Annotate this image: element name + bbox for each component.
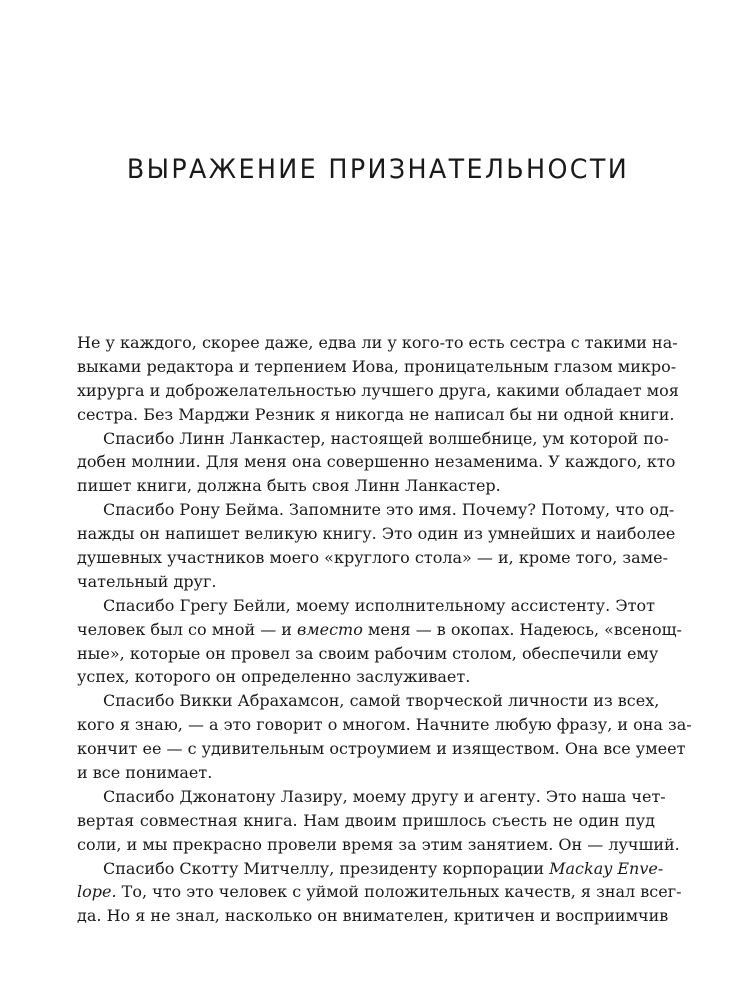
text-fragment: То, что это человек с уймой положительных качеств, я знал всег- xyxy=(121,882,682,902)
text-line: чательный друг. xyxy=(77,571,217,591)
page-title: ВЫРАЖЕНИЕ ПРИЗНАТЕЛЬНОСТИ xyxy=(126,154,630,185)
text-line: вертая совместная книга. Нам двоим пришлось съесть не один пуд xyxy=(77,810,655,830)
italic-text: lope. xyxy=(77,882,117,902)
text-line: кончит ее — с удивительным остроумием и изяществом. Она все умеет xyxy=(77,739,686,759)
text-fragment: Джонатону Лазиру, моему другу и агенту. Это наша чет- xyxy=(179,786,666,806)
text-line: да. Но я не знал, насколько он внимателен, критичен и восприимчив xyxy=(77,906,669,926)
italic-text: Mackay Enve- xyxy=(549,858,664,878)
text-line: выками редактора и терпением Иова, проницательным глазом микро- xyxy=(77,356,677,376)
text-line: кого я знаю, — а это говорит о многом. Начните любую фразу, и она за- xyxy=(77,715,692,735)
text-fragment: Спасибо xyxy=(103,786,175,806)
text-line: нажды он напишет великую книгу. Это один из умнейших и наиболее xyxy=(77,524,676,544)
text-line: соли, и мы прекрасно провели время за этим занятием. Он — лучший. xyxy=(77,834,680,854)
text-line: успех, которого он определенно заслуживает. xyxy=(77,667,471,687)
text-line: Спасибо Линн Ланкастер, настоящей волшебнице, ум которой по- xyxy=(103,428,669,448)
text-fragment: Спасибо Скотту Митчеллу, президенту корпорации xyxy=(103,858,545,878)
text-line: Спасибо Рону Бейма. Запомните это имя. Почему? Потому, что од- xyxy=(103,500,675,520)
text-line: хирурга и доброжелательностью лучшего друга, какими обладает моя xyxy=(77,380,679,400)
text-line: душевных участников моего «круглого стола» — и, кроме того, заме- xyxy=(77,548,668,568)
text-fragment: меня — в окопах. Надеюсь, «всенощ- xyxy=(362,619,682,639)
acknowledgements-text xyxy=(77,331,692,928)
text-line: ные», которые он провел за своим рабочим столом, обеспечили ему xyxy=(77,643,659,663)
text-line: Спасибо Викки Абрахамсон, самой творческой личности из всех, xyxy=(103,691,660,711)
text-line: сестра. Без Марджи Резник я никогда не написал бы ни одной книги. xyxy=(77,404,675,424)
text-line: Спасибо Грегу Бейли, моему исполнительному ассистенту. Этот xyxy=(103,595,655,615)
text-line: Не у каждого, скорее даже, едва ли у кого-то есть сестра с такими на- xyxy=(77,333,678,352)
text-line xyxy=(77,785,666,809)
text-line xyxy=(77,880,682,904)
text-line: добен молнии. Для меня она совершенно незаменима. У каждого, кто xyxy=(77,452,676,472)
text-line xyxy=(77,857,664,881)
text-line: и все понимает. xyxy=(77,763,213,783)
italic-text: вместо xyxy=(297,619,363,639)
text-line: пишет книги, должна быть своя Линн Ланкастер. xyxy=(77,476,501,496)
text-line xyxy=(77,618,682,642)
text-fragment: человек был со мной — и xyxy=(77,619,298,639)
